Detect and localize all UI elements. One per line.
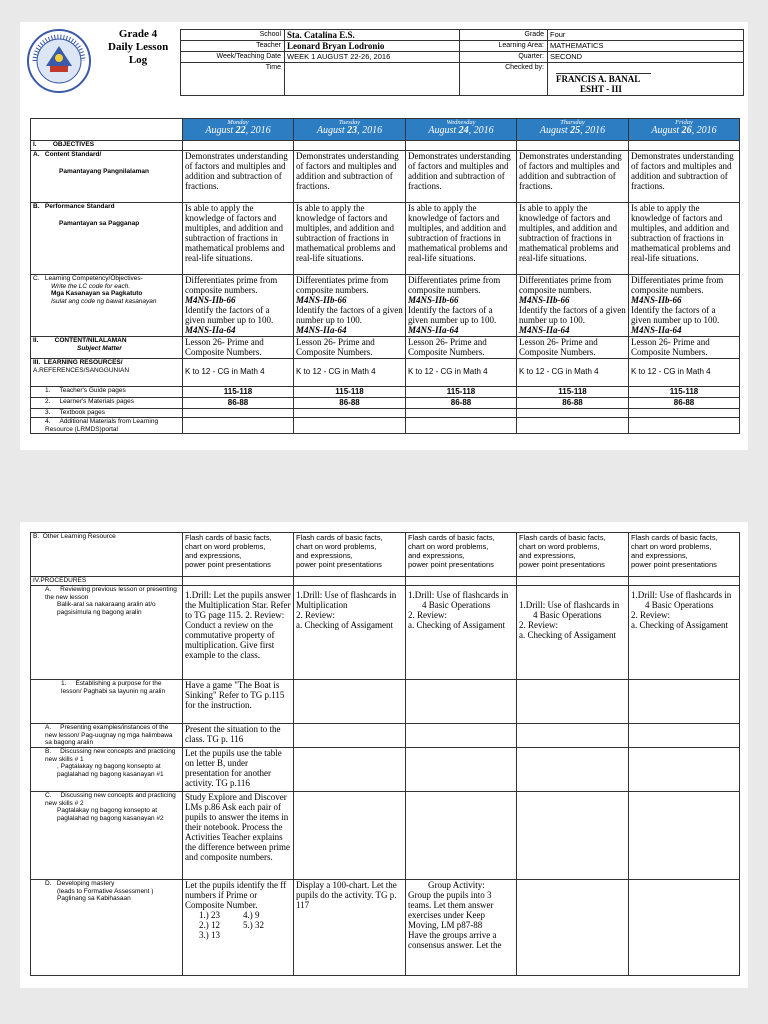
review-line: a. Checking of Assigament — [519, 630, 616, 640]
lm-label: 2. Learner's Materials pages — [31, 398, 183, 409]
performance-standard-label — [31, 203, 183, 275]
day-header-blank — [31, 119, 183, 141]
performance-standard-cell: Is able to apply the knowledge of factors and multiples, and addition and subtraction of fractions in mathematical problems and real-life situations. — [183, 203, 294, 275]
row-sublabel: A.REFERENCES/SANGGUNIAN — [33, 366, 130, 374]
mastery-item: 3.) 13 — [199, 930, 220, 940]
mastery-text: Group Activity: — [428, 880, 485, 890]
performance-standard-cell: Is able to apply the knowledge of factors and multiples, and addition and subtraction of fractions in mathematical problems and real-life situations. — [406, 203, 517, 275]
date-year: , 2016 — [691, 124, 717, 136]
row-label: III. LEARNING RESOURCES/ — [33, 359, 123, 366]
competency-code: M4NS-IIb-66 — [296, 295, 347, 305]
row-label: C. Discussing new concepts and practicing new skills # 2 — [45, 792, 176, 807]
time-value — [285, 63, 460, 96]
lm-cell: 86-88 — [517, 398, 629, 409]
competency-text: Identify the factors of a given number up to 100. — [408, 305, 497, 325]
review-line: 1.Drill: Use of flashcards in — [408, 590, 509, 600]
row-label: D. Developing mastery — [45, 880, 115, 887]
resource-line: chart on word problems, — [185, 542, 266, 551]
resources-cell: K to 12 - CG in Math 4 — [183, 359, 294, 387]
content-standard-cell: Demonstrates understanding of factors and multiples and addition and subtraction of fractions. — [183, 151, 294, 203]
resource-line: chart on word problems, — [631, 542, 712, 551]
day-name: Thursday — [560, 119, 585, 126]
review-line: Multiplication — [296, 600, 348, 610]
competency-code: M4NS-IIb-66 — [631, 295, 682, 305]
competency-cell — [294, 275, 406, 337]
competency-code: M4NS-IIa-64 — [631, 325, 682, 335]
content-cell: Lesson 26- Prime and Composite Numbers. — [406, 337, 517, 359]
other-resource-label: B. Other Learning Resource — [31, 533, 183, 577]
resource-line: chart on word problems, — [519, 542, 600, 551]
row-label: C. Learning Competency/Objectives- — [33, 275, 143, 282]
content-standard-cell: Demonstrates understanding of factors and multiples and addition and subtraction of fractions. — [294, 151, 406, 203]
competency-text: Differentiates prime from composite numbers. — [296, 275, 389, 295]
competency-text: Identify the factors of a given number up to 100. — [519, 305, 626, 325]
other-resource-cell — [294, 533, 406, 577]
mastery-text: Group the pupils into 3 teams. Let them answer exercises under Keep Moving, LM p87-88 — [408, 890, 494, 930]
content-standard-label — [31, 151, 183, 203]
performance-standard-cell: Is able to apply the knowledge of factors and multiples, and addition and subtraction of fractions in mathematical problems and real-life situations. — [517, 203, 629, 275]
review-line: 2. Review: — [296, 610, 335, 620]
resource-line: and expressions, — [519, 551, 576, 560]
date-day: 26 — [681, 124, 692, 136]
time-label: Time — [181, 63, 285, 96]
tg-cell: 115-118 — [517, 387, 629, 398]
competency-text: Identify the factors of a given number up to 100. — [185, 305, 274, 325]
row-sublabel: Pamantayang Pangnilalaman — [59, 167, 149, 175]
content-cell: Lesson 26- Prime and Composite Numbers. — [629, 337, 740, 359]
review-line: 2. Review: — [631, 610, 670, 620]
row-label: B. Discussing new concepts and practicing new skills # 1 — [45, 748, 176, 763]
deped-seal-icon — [26, 28, 92, 94]
school-value: Sta. Catalina E.S. — [285, 30, 460, 41]
resource-line: chart on word problems, — [408, 542, 489, 551]
review-line: 4 Basic Operations — [645, 600, 714, 610]
competency-code: M4NS-IIa-64 — [408, 325, 459, 335]
content-cell: Lesson 26- Prime and Composite Numbers. — [517, 337, 629, 359]
review-line: a. Checking of Assigament — [408, 620, 505, 630]
day-header-wednesday — [406, 119, 517, 141]
tg-cell: 115-118 — [183, 387, 294, 398]
resource-line: Flash cards of basic facts, — [296, 533, 383, 542]
review-cell-monday: 1.Drill: Let the pupils answer the Multiplication Star. Refer to TG page 115. 2. Review: Conduct a review on the commutative property of multiplication. Give first example to the class. — [183, 586, 294, 680]
teacher-label: Teacher — [181, 41, 285, 52]
date-year: , 2016 — [580, 124, 606, 136]
row-sublabel: Write the LC code for each. — [51, 282, 131, 290]
mastery-label — [31, 880, 183, 976]
tg-cell: 115-118 — [294, 387, 406, 398]
content-standard-cell: Demonstrates understanding of factors and multiples and addition and subtraction of fractions. — [517, 151, 629, 203]
competency-code: M4NS-IIb-66 — [519, 295, 570, 305]
mastery-text: Let the pupils identify the ff numbers if Prime or Composite Number. — [185, 880, 287, 910]
date-day: 22 — [235, 124, 246, 136]
day-name: Wednesday — [446, 119, 476, 126]
row-sublabel: , Pagtalakay ng bagong konsepto at paglalahad ng bagong kasanayan #1 — [57, 763, 164, 778]
resource-line: Flash cards of basic facts, — [631, 533, 718, 542]
resource-line: and expressions, — [408, 551, 465, 560]
competency-cell — [406, 275, 517, 337]
document-page-1 — [20, 22, 748, 450]
review-cell-tuesday — [294, 586, 406, 680]
mastery-item: 2.) 12 — [199, 920, 220, 930]
date-month: August — [539, 124, 571, 136]
resources-cell: K to 12 - CG in Math 4 — [294, 359, 406, 387]
competency-text: Differentiates prime from composite numbers. — [185, 275, 278, 295]
competency-code: M4NS-IIa-64 — [296, 325, 347, 335]
resource-line: power point presentations — [185, 560, 271, 569]
review-line: 1.Drill: Use of flashcards in — [519, 600, 620, 610]
review-line: 1.Drill: Use of flashcards in — [631, 590, 732, 600]
additional-materials-label: 4. Additional Materials from Learning Resource (LRMDS)portal — [31, 418, 183, 434]
row-label: A. Content Standard/ — [33, 151, 102, 158]
row-sublabel: Balik-aral sa nakaraang aralin at/o pagsisimula ng bagong aralin — [57, 601, 156, 616]
date-year: , 2016 — [245, 124, 271, 136]
other-resource-cell — [406, 533, 517, 577]
examples-label: A. Presenting examples/instances of the new lesson/ Pag-uugnay ng mga halimbawa sa bagong aralin — [31, 724, 183, 748]
lm-cell: 86-88 — [406, 398, 517, 409]
other-resource-cell — [183, 533, 294, 577]
other-resource-cell — [517, 533, 629, 577]
tg-cell: 115-118 — [406, 387, 517, 398]
day-header-thursday — [517, 119, 629, 141]
competency-cell — [517, 275, 629, 337]
day-header-tuesday — [294, 119, 406, 141]
row-label: A. Reviewing previous lesson or presenting the new lesson — [45, 586, 177, 601]
learning-area-value: MATHEMATICS — [548, 41, 744, 52]
school-label: School — [181, 30, 285, 41]
row-label: II. CONTENT/NILALAMAN — [33, 337, 127, 344]
row-sublabel: Pagtalakay ng bagong konsepto at paglalahad ng bagong kasanayan #2 — [57, 807, 164, 822]
content-standard-cell: Demonstrates understanding of factors and multiples and addition and subtraction of fractions. — [629, 151, 740, 203]
checker-name: FRANCIS A. BANAL — [556, 74, 641, 84]
review-cell-wednesday — [406, 586, 517, 680]
date-day: 25 — [570, 124, 581, 136]
resource-line: chart on word problems, — [296, 542, 377, 551]
mastery-text: Have the groups arrive a consensus answer. Let the — [408, 930, 502, 950]
resources-label — [31, 359, 183, 387]
resource-line: Flash cards of basic facts, — [408, 533, 495, 542]
performance-standard-cell: Is able to apply the knowledge of factors and multiples, and addition and subtraction of fractions in mathematical problems and real-life situations. — [629, 203, 740, 275]
competency-text: Identify the factors of a given number up to 100. — [296, 305, 403, 325]
review-line: 4 Basic Operations — [533, 610, 602, 620]
week-value: WEEK 1 AUGUST 22-26, 2016 — [285, 52, 460, 63]
row-sublabel: Isulat ang code ng bawat kasanayan — [51, 297, 157, 305]
grade-value: Four — [548, 30, 744, 41]
competency-code: M4NS-IIa-64 — [519, 325, 570, 335]
discuss1-cell-monday: Let the pupils use the table on letter B, under presentation for another activity. TG p.116 — [183, 748, 294, 792]
discuss1-label — [31, 748, 183, 792]
textbook-label: 3. Textbook pages — [31, 409, 183, 418]
competency-text: Differentiates prime from composite numbers. — [408, 275, 501, 295]
row-label: B. Performance Standard — [33, 203, 115, 210]
date-month: August — [428, 124, 459, 136]
competency-text: Differentiates prime from composite numbers. — [519, 275, 612, 295]
day-name: Monday — [227, 119, 249, 126]
lesson-table-page-2 — [30, 532, 740, 976]
competency-text: Identify the factors of a given number up to 100. — [631, 305, 720, 325]
discuss2-cell-monday: Study Explore and Discover LMs p.86 Ask each pair of pupils to answer the items in their notebook. Process the Activities Teacher explains the difference between prime and composite numbers. — [183, 792, 294, 880]
mastery-item: 1.) 23 — [199, 910, 220, 920]
day-name: Friday — [675, 119, 693, 126]
content-standard-cell: Demonstrates understanding of factors and multiples and addition and subtraction of fractions. — [406, 151, 517, 203]
date-day: 23 — [347, 124, 358, 136]
row-sublabel: Pamantayan sa Pagganap — [59, 219, 140, 227]
resource-line: power point presentations — [296, 560, 382, 569]
purpose-label: 1. Establishing a purpose for the lesson/ Paghabi sa layunin ng aralin — [31, 680, 183, 724]
competency-label — [31, 275, 183, 337]
row-sublabel: (leads to Formative Assessment ) — [57, 887, 154, 895]
checked-by-label: Checked by: — [460, 63, 548, 96]
examples-cell-monday: Present the situation to the class. TG p. 116 — [183, 724, 294, 748]
row-sublabel: Paglinang sa Kabihasaan — [57, 895, 131, 902]
resource-line: and expressions, — [185, 551, 242, 560]
content-cell: Lesson 26- Prime and Composite Numbers. — [294, 337, 406, 359]
review-cell-thursday — [517, 586, 629, 680]
title-line: Log — [128, 54, 148, 66]
competency-text: Differentiates prime from composite numbers. — [631, 275, 724, 295]
tg-cell: 115-118 — [629, 387, 740, 398]
date-month: August — [651, 124, 682, 136]
resources-cell: K to 12 - CG in Math 4 — [629, 359, 740, 387]
resources-cell: K to 12 - CG in Math 4 — [517, 359, 629, 387]
document-page-2 — [20, 522, 748, 988]
review-line: a. Checking of Assigament — [296, 620, 393, 630]
date-year: , 2016 — [357, 124, 383, 136]
quarter-label: Quarter: — [460, 52, 548, 63]
page-title — [108, 28, 168, 67]
resources-cell: K to 12 - CG in Math 4 — [406, 359, 517, 387]
teacher-value: Leonard Bryan Lodronio — [285, 41, 460, 52]
date-month: August — [316, 124, 348, 136]
date-month: August — [205, 124, 236, 136]
resource-line: and expressions, — [631, 551, 688, 560]
mastery-item: 4.) 9 — [243, 910, 260, 920]
tg-label: 1. Teacher's Guide pages — [31, 387, 183, 398]
mastery-cell-tuesday: Display a 100-chart. Let the pupils do the activity. TG p. 117 — [294, 880, 406, 976]
mastery-cell-monday — [183, 880, 294, 976]
review-line: 2. Review: — [519, 620, 558, 630]
quarter-value: SECOND — [548, 52, 744, 63]
competency-code: M4NS-IIa-64 — [185, 325, 236, 335]
title-line: Grade 4 — [118, 28, 158, 40]
review-line: a. Checking of Assigament — [631, 620, 728, 630]
row-sublabel: Mga Kasanayan sa Pagkatuto — [51, 290, 143, 297]
competency-code: M4NS-IIb-66 — [185, 295, 236, 305]
week-label: Week/Teaching Date — [181, 52, 285, 63]
purpose-cell-monday: Have a game "The Boat is Sinking" Refer to TG p.115 for the instruction. — [183, 680, 294, 724]
resource-line: Flash cards of basic facts, — [519, 533, 606, 542]
other-resource-cell — [629, 533, 740, 577]
competency-code: M4NS-IIb-66 — [408, 295, 459, 305]
day-header-friday — [629, 119, 740, 141]
checker-title: ESHT - III — [580, 84, 622, 94]
lesson-table-page-1 — [30, 118, 740, 434]
header-table — [180, 29, 744, 96]
mastery-cell-wednesday — [406, 880, 517, 976]
objectives-label: I. OBJECTIVES — [31, 141, 183, 151]
resource-line: Flash cards of basic facts, — [185, 533, 272, 542]
review-label — [31, 586, 183, 680]
checker-cell — [548, 63, 744, 96]
review-line: 4 Basic Operations — [422, 600, 491, 610]
learning-area-label: Learning Area: — [460, 41, 548, 52]
resource-line: power point presentations — [631, 560, 717, 569]
performance-standard-cell: Is able to apply the knowledge of factors and multiples, and addition and subtraction of fractions in mathematical problems and real-life situations. — [294, 203, 406, 275]
lm-cell: 86-88 — [629, 398, 740, 409]
content-label — [31, 337, 183, 359]
date-year: , 2016 — [468, 124, 494, 136]
lm-cell: 86-88 — [294, 398, 406, 409]
lm-cell: 86-88 — [183, 398, 294, 409]
procedures-label: IV.PROCEDURES — [31, 577, 183, 586]
resource-line: and expressions, — [296, 551, 353, 560]
title-line: Daily Lesson — [108, 41, 169, 53]
resource-line: power point presentations — [408, 560, 494, 569]
competency-cell — [629, 275, 740, 337]
review-cell-friday — [629, 586, 740, 680]
date-day: 24 — [458, 124, 469, 136]
day-name: Tuesday — [338, 119, 361, 126]
row-sublabel: Subject Matter — [77, 344, 122, 352]
grade-label: Grade — [460, 30, 548, 41]
review-line: 1.Drill: Use of flashcards in — [296, 590, 397, 600]
competency-cell — [183, 275, 294, 337]
review-line: 2. Review: — [408, 610, 447, 620]
mastery-item: 5.) 32 — [243, 920, 264, 930]
content-cell: Lesson 26- Prime and Composite Numbers. — [183, 337, 294, 359]
resource-line: power point presentations — [519, 560, 605, 569]
day-header-monday — [183, 119, 294, 141]
discuss2-label — [31, 792, 183, 880]
